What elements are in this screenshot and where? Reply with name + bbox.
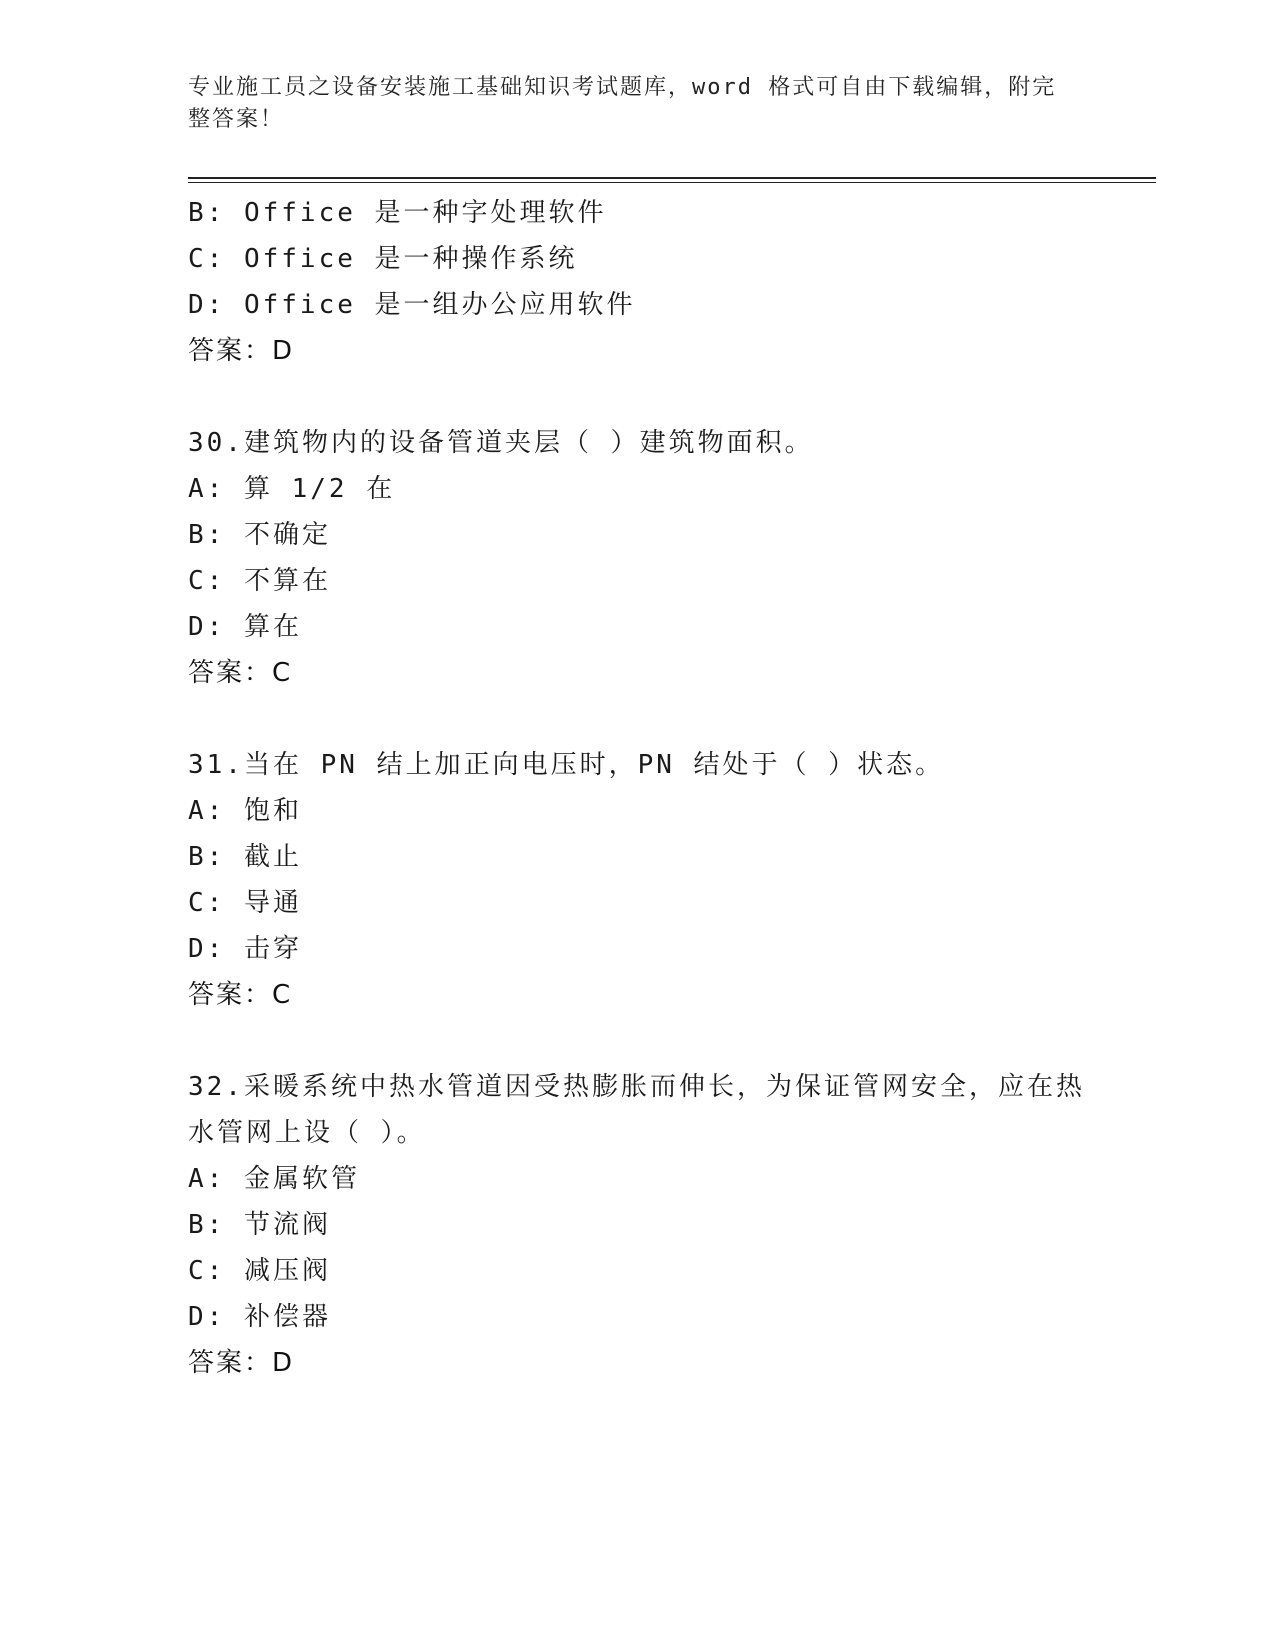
header-line-1: 专业施工员之设备安装施工基础知识考试题库，word 格式可自由下载编辑，附完 [188, 75, 1057, 100]
q30-option-c: C: 不算在 [188, 566, 331, 596]
question-31-block [188, 742, 1088, 1018]
q30-question: 30.建筑物内的设备管道夹层（ ）建筑物面积。 [188, 428, 814, 458]
header-divider-thick [188, 177, 1156, 179]
question-29-block [188, 190, 1088, 374]
q29-option-d: D: Office 是一组办公应用软件 [188, 290, 636, 320]
q32-option-c: C: 减压阀 [188, 1256, 331, 1286]
q32-answer: 答案：D [188, 1348, 295, 1378]
q31-option-c: C: 导通 [188, 888, 302, 918]
q31-option-b: B: 截止 [188, 842, 302, 872]
q31-option-d: D: 击穿 [188, 934, 302, 964]
q29-option-b: B: Office 是一种字处理软件 [188, 198, 607, 228]
q32-option-a: A: 金属软管 [188, 1164, 360, 1194]
q32-question-line-1: 32.采暖系统中热水管道因受热膨胀而伸长，为保证管网安全，应在热 [188, 1072, 1085, 1102]
q30-option-b: B: 不确定 [188, 520, 331, 550]
q32-option-b: B: 节流阀 [188, 1210, 331, 1240]
q29-option-c: C: Office 是一种操作系统 [188, 244, 578, 274]
question-32-block [188, 1064, 1088, 1386]
q32-option-d: D: 补偿器 [188, 1302, 331, 1332]
document-header [188, 72, 1068, 136]
header-divider-thin [188, 182, 1156, 183]
q29-answer: 答案：D [188, 336, 295, 366]
q31-option-a: A: 饱和 [188, 796, 302, 826]
question-30-block [188, 420, 1088, 696]
q30-option-d: D: 算在 [188, 612, 302, 642]
q30-answer: 答案：C [188, 658, 293, 688]
q31-answer: 答案：C [188, 980, 293, 1010]
question-list [188, 190, 1088, 1386]
header-line-2: 整答案！ [188, 107, 285, 132]
q31-question: 31.当在 PN 结上加正向电压时，PN 结处于（ ）状态。 [188, 750, 945, 780]
q30-option-a: A: 算 1/2 在 [188, 474, 396, 504]
q32-question-line-2: 水管网上设（ ）。 [188, 1118, 426, 1148]
